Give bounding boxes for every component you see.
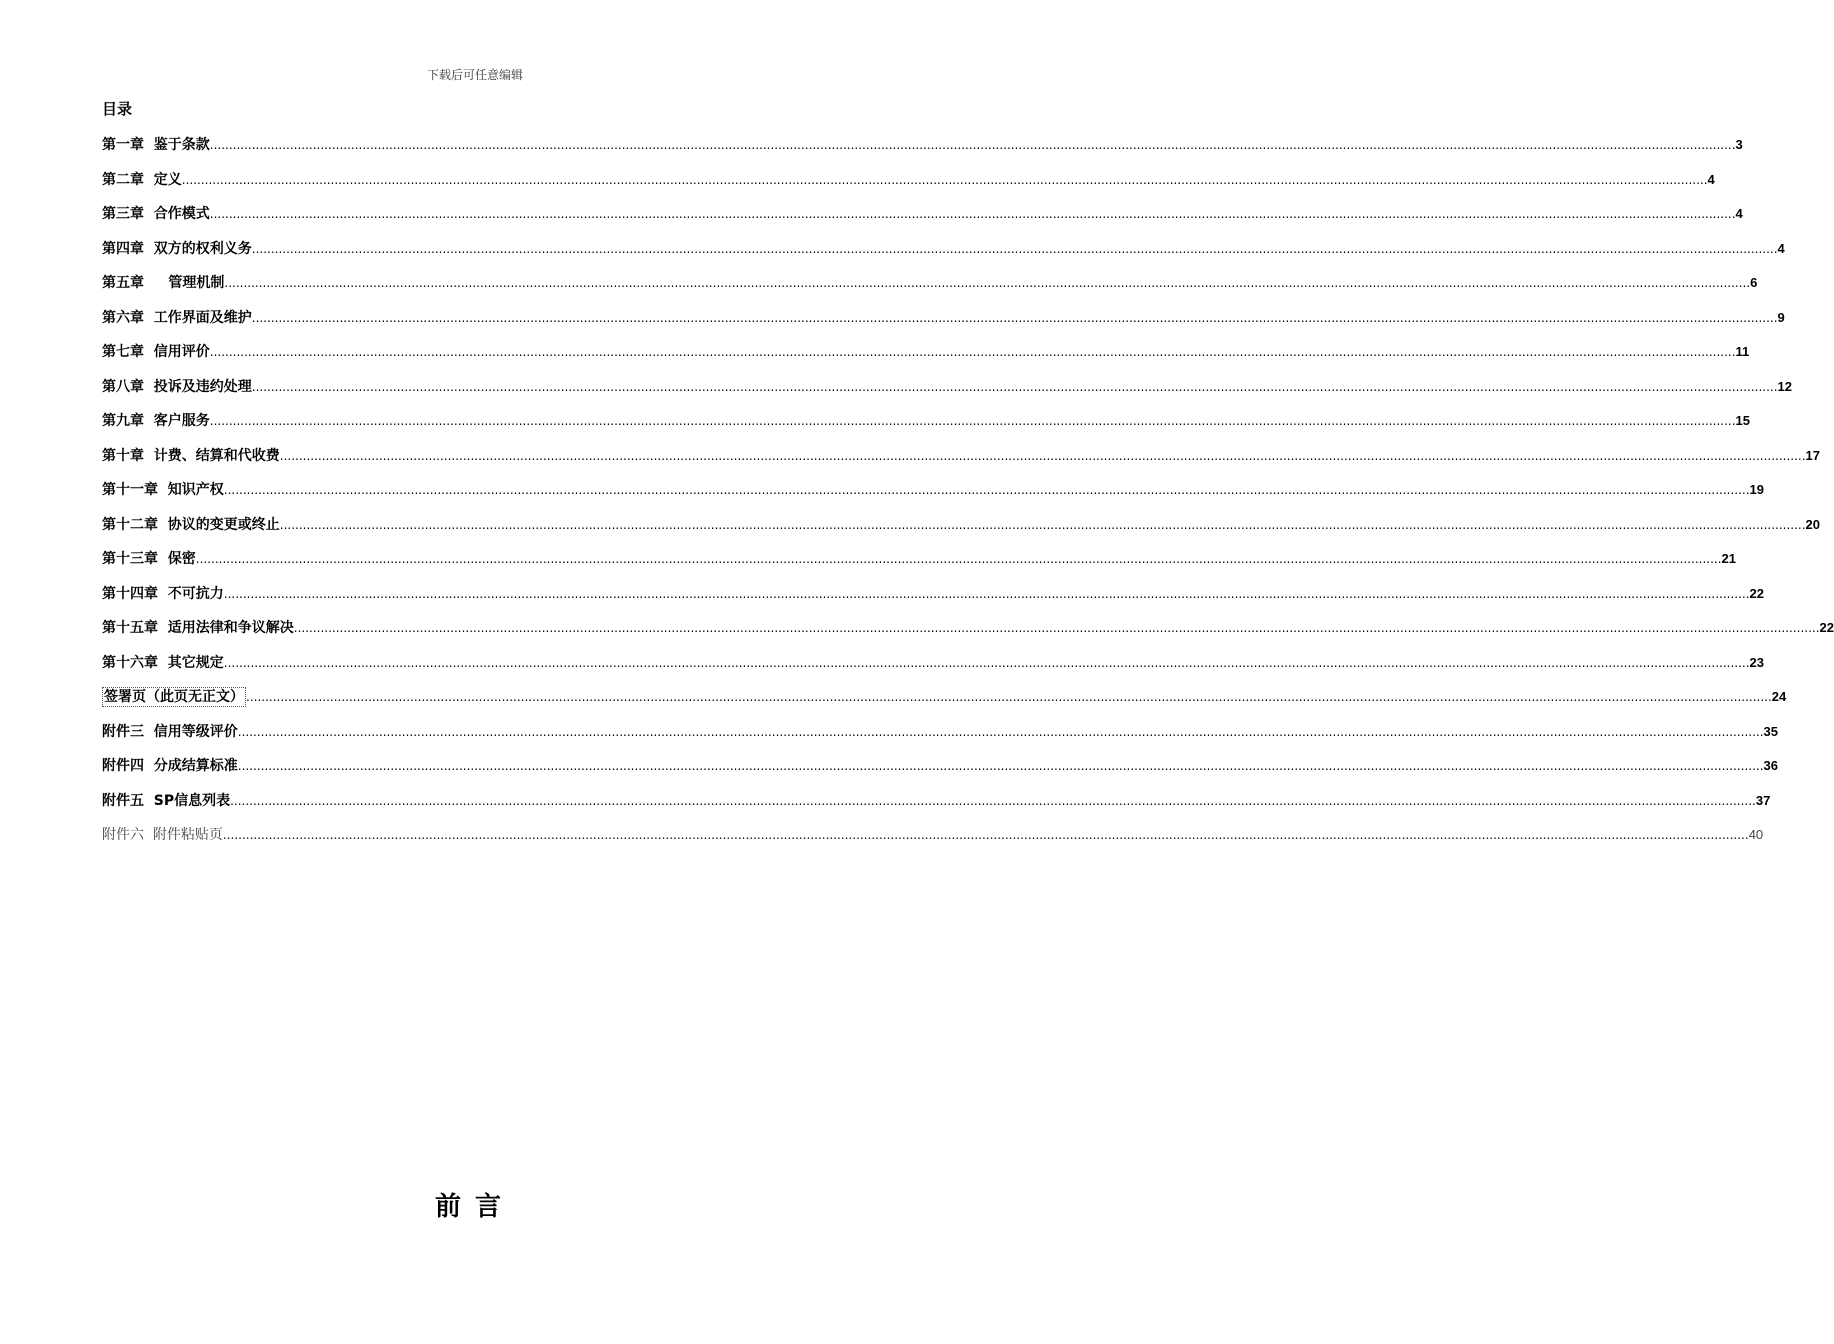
toc-entry-label: 第二章 定义	[102, 171, 182, 188]
toc-entry[interactable]	[102, 197, 1743, 232]
toc-entry-page: 4	[1777, 240, 1785, 256]
toc-leader-dots: ................................................................................................................................................................................................................................................................................................................................................................................................................	[223, 483, 1750, 497]
toc-leader-dots: ................................................................................................................................................................................................................................................................................................................................................................................................................	[209, 207, 1736, 221]
toc-entry-label: 第三章 合作模式	[102, 206, 210, 222]
preface-heading: 前言	[434, 1192, 515, 1222]
toc-entry-page: 4	[1707, 171, 1715, 187]
toc-entry-label: 第十三章 保密	[102, 551, 196, 567]
toc-entry-label: 第十二章 协议的变更或终止	[102, 516, 280, 533]
toc-entry-page: 9	[1777, 309, 1785, 325]
toc-entry-label: 附件六 附件粘贴页	[102, 827, 223, 843]
toc-entry-page: 35	[1763, 723, 1778, 739]
toc-entry-page: 36	[1763, 758, 1778, 773]
toc-entry-label: 第七章 信用评价	[102, 344, 210, 360]
toc-entry[interactable]	[102, 404, 1750, 439]
toc-leader-dots: ................................................................................................................................................................................................................................................................................................................................................................................................................	[209, 414, 1736, 428]
toc-entry-page: 40	[1748, 827, 1764, 842]
toc-entry[interactable]	[102, 611, 1834, 646]
toc-entry-label: 第九章 客户服务	[102, 413, 210, 429]
toc-leader-dots: ................................................................................................................................................................................................................................................................................................................................................................................................................	[223, 586, 1750, 601]
toc-leader-dots: ................................................................................................................................................................................................................................................................................................................................................................................................................	[293, 621, 1820, 635]
toc-entry-label: 第十五章 适用法律和争议解决	[102, 620, 294, 636]
toc-entry[interactable]	[102, 542, 1736, 577]
toc-entry[interactable]	[102, 715, 1778, 750]
toc-entry[interactable]	[102, 784, 1771, 819]
toc-leader-dots: ................................................................................................................................................................................................................................................................................................................................................................................................................	[209, 138, 1736, 152]
toc-entry-page: 17	[1805, 447, 1820, 463]
toc-entry-page: 3	[1735, 137, 1743, 152]
toc-leader-dots: ................................................................................................................................................................................................................................................................................................................................................................................................................	[222, 828, 1749, 842]
toc-entry-page: 21	[1721, 551, 1736, 566]
toc-entry[interactable]	[102, 163, 1715, 198]
toc-entry-label: 第五章 管理机制	[102, 275, 225, 291]
toc-entry[interactable]	[102, 266, 1758, 301]
toc-entry[interactable]	[102, 232, 1785, 267]
toc-entry-label: 第十六章 其它规定	[102, 654, 224, 671]
toc-entry[interactable]	[102, 370, 1792, 405]
toc-leader-dots: ................................................................................................................................................................................................................................................................................................................................................................................................................	[230, 793, 1756, 808]
toc-entry-page: 6	[1750, 275, 1758, 290]
toc-entry-label: 附件四 分成结算标准	[102, 758, 238, 774]
toc-entry-page: 24	[1771, 689, 1787, 704]
toc-entry-page: 22	[1749, 585, 1764, 601]
toc-entry-label: 第十一章 知识产权	[102, 482, 224, 498]
toc-entry[interactable]	[102, 439, 1820, 474]
toc-entry-page: 20	[1805, 516, 1820, 532]
toc-entry[interactable]	[102, 818, 1764, 853]
toc-entry-page: 23	[1749, 654, 1764, 670]
toc-leader-dots: ................................................................................................................................................................................................................................................................................................................................................................................................................	[181, 172, 1708, 187]
toc-entry-page: 4	[1735, 206, 1743, 221]
toc-entry[interactable]	[102, 508, 1820, 543]
toc-leader-dots: ................................................................................................................................................................................................................................................................................................................................................................................................................	[251, 379, 1778, 394]
table-of-contents	[102, 128, 1834, 853]
toc-entry[interactable]	[102, 749, 1778, 784]
toc-entry-page: 19	[1749, 482, 1764, 497]
toc-leader-dots: ................................................................................................................................................................................................................................................................................................................................................................................................................	[237, 759, 1764, 773]
toc-leader-dots: ................................................................................................................................................................................................................................................................................................................................................................................................................	[279, 517, 1806, 532]
toc-entry[interactable]	[102, 128, 1743, 163]
toc-leader-dots: ................................................................................................................................................................................................................................................................................................................................................................................................................	[279, 448, 1806, 463]
toc-entry-page: 11	[1735, 344, 1750, 359]
toc-entry[interactable]	[102, 646, 1764, 681]
toc-leader-dots: ................................................................................................................................................................................................................................................................................................................................................................................................................	[251, 310, 1778, 325]
toc-entry-label: 第四章 双方的权利义务	[102, 240, 252, 257]
toc-leader-dots: ................................................................................................................................................................................................................................................................................................................................................................................................................	[237, 724, 1764, 739]
toc-leader-dots: ................................................................................................................................................................................................................................................................................................................................................................................................................	[223, 655, 1750, 670]
toc-entry[interactable]	[102, 577, 1764, 612]
toc-entry[interactable]	[102, 301, 1785, 336]
toc-entry-label: 附件三 信用等级评价	[102, 723, 238, 740]
toc-entry-label: 第十四章 不可抗力	[102, 585, 224, 602]
toc-entry[interactable]	[102, 335, 1750, 370]
toc-leader-dots: ................................................................................................................................................................................................................................................................................................................................................................................................................	[246, 690, 1772, 704]
toc-entry[interactable]	[102, 473, 1764, 508]
toc-entry-page: 22	[1819, 620, 1834, 635]
toc-title: 目录	[102, 100, 133, 118]
toc-entry-label: 附件五 SP信息列表	[102, 792, 231, 809]
toc-entry-signature[interactable]	[102, 680, 1787, 715]
toc-leader-dots: ................................................................................................................................................................................................................................................................................................................................................................................................................	[209, 345, 1736, 359]
toc-entry-label: 第一章 鉴于条款	[102, 137, 210, 153]
toc-entry-page: 12	[1777, 378, 1792, 394]
page-header-note: 下载后可任意编辑	[426, 68, 523, 82]
toc-entry-label: 第六章 工作界面及维护	[102, 309, 252, 326]
toc-leader-dots: ................................................................................................................................................................................................................................................................................................................................................................................................................	[195, 552, 1722, 566]
toc-leader-dots: ................................................................................................................................................................................................................................................................................................................................................................................................................	[251, 241, 1778, 256]
toc-entry-label: 第八章 投诉及违约处理	[102, 378, 252, 395]
toc-entry-label: 第十章 计费、结算和代收费	[102, 447, 280, 464]
toc-leader-dots: ................................................................................................................................................................................................................................................................................................................................................................................................................	[224, 276, 1751, 290]
toc-entry-page: 37	[1755, 792, 1771, 808]
toc-entry-page: 15	[1735, 413, 1750, 428]
toc-entry-label: 签署页（此页无正文）	[104, 688, 244, 705]
